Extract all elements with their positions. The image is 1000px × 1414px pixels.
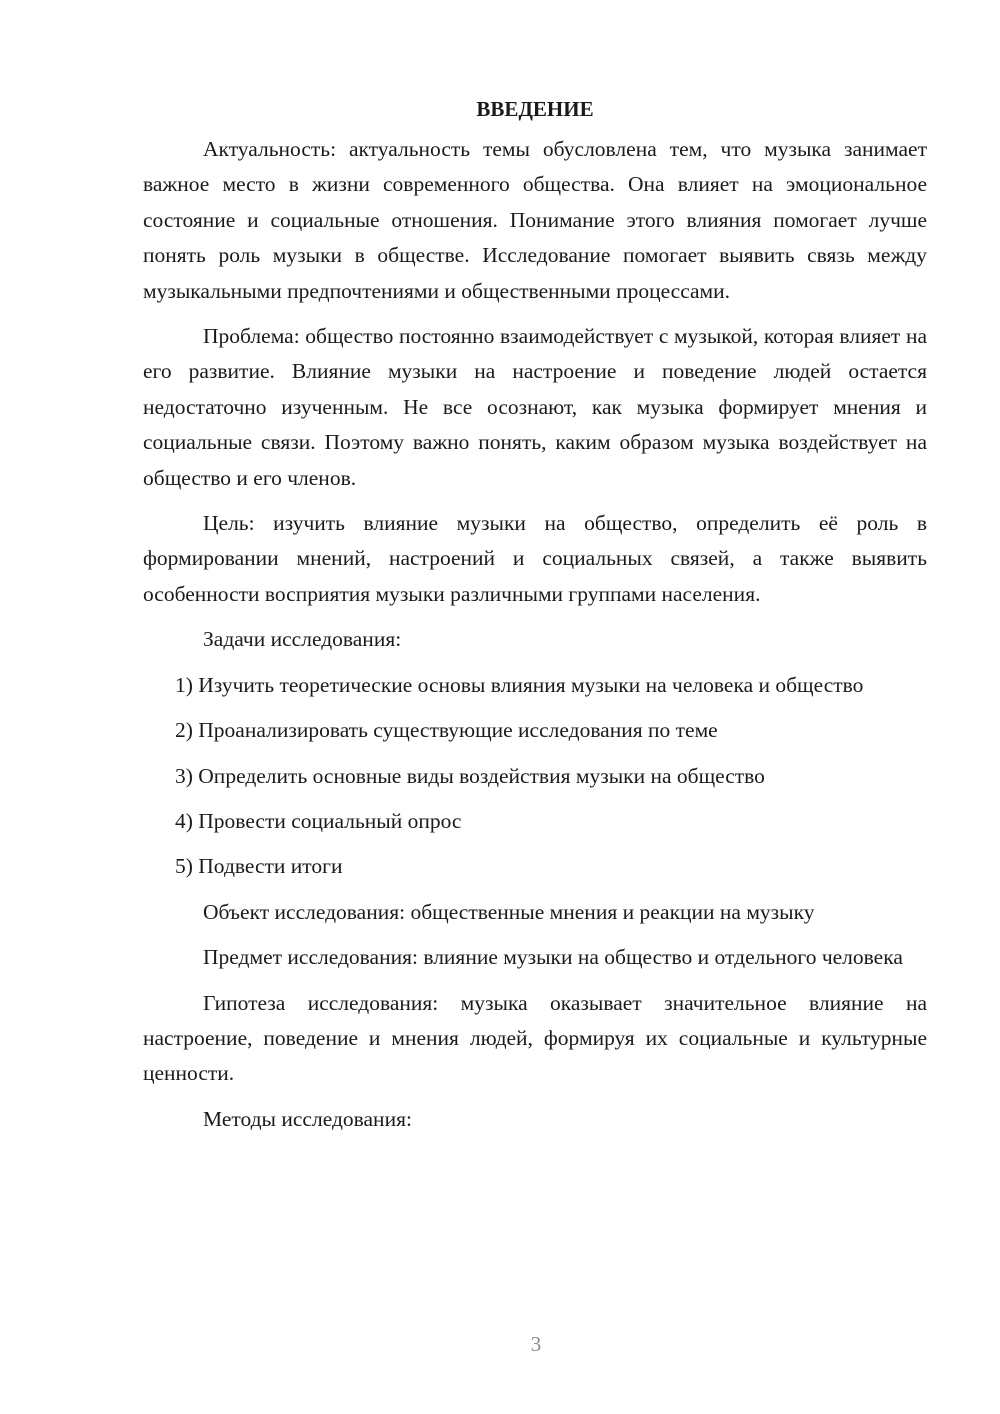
task-item-4: 4) Провести социальный опрос [175, 808, 462, 833]
task-item-2: 2) Проанализировать существующие исследования по теме [175, 718, 718, 743]
object-paragraph: Объект исследования: общественные мнения и реакции на музыку [203, 899, 815, 924]
tasks-heading: Задачи исследования: [203, 627, 402, 652]
goal-paragraph: Цель: изучить влияние музыки на общество, определить её роль в формировании мнений, настроений и социальных связей, а также выявить особенности восприятия музыки различными группами населения. [143, 511, 927, 606]
problem-paragraph: Проблема: общество постоянно взаимодействует с музыкой, которая влияет на его развитие. Влияние музыки на настроение и поведение людей остается недостаточно изученным. Не все осознают, как музыка формирует мнения и социальные связи. Поэтому важно понять, каким образом музыка воздействует на общество и его членов. [143, 324, 927, 490]
page-number: 3 [530, 1332, 542, 1356]
document-page [143, 92, 927, 1147]
methods-heading: Методы исследования: [203, 1106, 412, 1131]
task-item-3: 3) Определить основные виды воздействия музыки на общество [175, 763, 765, 788]
task-item-1: 1) Изучить теоретические основы влияния музыки на человека и общество [175, 672, 864, 697]
section-title: ВВЕДЕНИЕ [476, 97, 594, 121]
subject-paragraph: Предмет исследования: влияние музыки на общество и отдельного человека [203, 945, 903, 970]
hypothesis-paragraph: Гипотеза исследования: музыка оказывает значительное влияние на настроение, поведение и мнения людей, формируя их социальные и культурные ценности. [143, 990, 927, 1086]
task-item-5: 5) Подвести итоги [175, 854, 343, 879]
relevance-paragraph: Актуальность: актуальность темы обусловлена тем, что музыка занимает важное место в жизни современного общества. Она влияет на эмоциональное состояние и социальные отношения. Понимание этого влияния помогает лучше понять роль музыки в обществе. Исследование помогает выявить связь между музыкальными предпочтениями и общественными процессами. [143, 137, 927, 303]
